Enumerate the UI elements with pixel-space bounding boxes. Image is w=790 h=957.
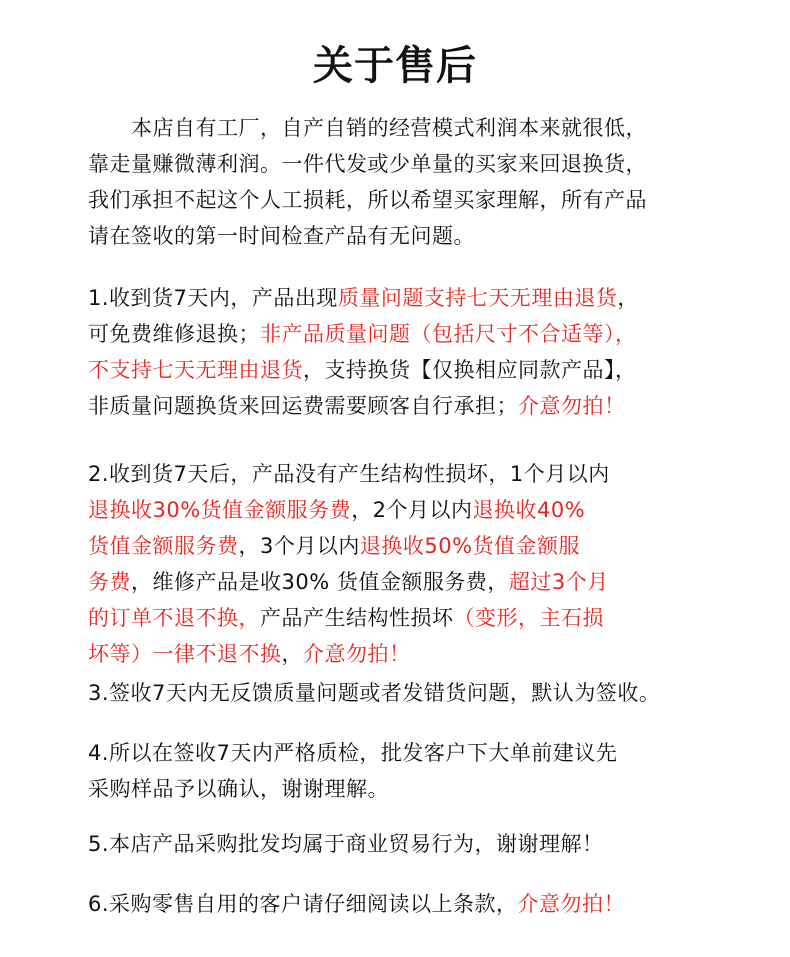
page-title: 关于售后 <box>313 43 477 89</box>
item2-text: ， <box>281 642 303 666</box>
item2-highlight: 的订单不退不换， <box>88 606 260 630</box>
policy-item-1 <box>88 280 728 424</box>
item2-highlight: 退换收40% <box>472 498 586 522</box>
intro-line-3: 我们承担不起这个人工损耗，所以希望买家理解，所有产品 <box>88 188 647 212</box>
item2-text: 产品产生结构性损坏 <box>260 606 454 630</box>
item2-line-6 <box>88 636 728 672</box>
policy-item-4 <box>88 735 728 807</box>
item2-highlight: 退换收30%货值金额服务费 <box>88 498 352 522</box>
item1-line-1 <box>88 280 728 316</box>
intro-line-4: 请在签收的第一时间检查产品有无问题。 <box>88 224 475 248</box>
item1-highlight: 质量问题支持七天无理由退货 <box>337 286 618 310</box>
item2-highlight: 务费 <box>88 570 131 594</box>
item1-line-2 <box>88 316 728 352</box>
item1-highlight: 介意勿拍！ <box>518 394 626 418</box>
item2-text: ，维修产品是收30% 货值金额服务费， <box>131 570 509 594</box>
item3-line-1: 3.签收7天内无反馈质量问题或者发错货问题，默认为签收。 <box>88 681 661 705</box>
item1-punct: ， <box>617 286 639 310</box>
item2-line-3 <box>88 528 728 564</box>
item6-line-1 <box>88 886 728 922</box>
item2-line-5 <box>88 600 728 636</box>
item5-line-1: 5.本店产品采购批发均属于商业贸易行为，谢谢理解！ <box>88 832 604 856</box>
item2-text: ，3个月以内 <box>238 534 360 558</box>
item2-text: ，2个月以内 <box>351 498 473 522</box>
item2-highlight: 退换收50%货值金额服 <box>359 534 581 558</box>
item6-highlight: 介意勿拍！ <box>517 892 626 916</box>
item4-line-1: 4.所以在签收7天内严格质检，批发客户下大单前建议先 <box>88 741 618 765</box>
item6-text: 6.采购零售自用的客户请仔细阅读以上条款， <box>88 892 518 916</box>
item1-line-4 <box>88 388 728 424</box>
item2-highlight: （变形，主石损 <box>453 606 604 630</box>
item2-line-4 <box>88 564 728 600</box>
intro-line-1: 本店自有工厂，自产自销的经营模式利润本来就很低， <box>131 116 647 140</box>
item2-highlight: 货值金额服务费 <box>88 534 239 558</box>
intro-paragraph <box>88 110 728 254</box>
item2-highlight: 超过3个月 <box>508 570 609 594</box>
item1-highlight: 不支持七天无理由退货 <box>88 358 303 382</box>
item2-line-2 <box>88 492 728 528</box>
item4-line-2: 采购样品予以确认，谢谢理解。 <box>88 777 389 801</box>
policy-item-3 <box>88 675 728 711</box>
item1-line-3 <box>88 352 728 388</box>
item2-highlight: 介意勿拍！ <box>303 642 411 666</box>
policy-item-5 <box>88 826 728 862</box>
intro-line-2: 靠走量赚微薄利润。一件代发或少单量的买家来回退换货， <box>88 152 647 176</box>
item2-highlight: 坏等）一律不退不换 <box>88 642 282 666</box>
item1-text: ，支持换货【仅换相应同款产品】， <box>303 358 637 382</box>
item1-highlight: 非产品质量问题（包括尺寸不合适等）， <box>260 322 637 346</box>
item1-text: 非质量问题换货来回运费需要顾客自行承担； <box>88 394 518 418</box>
item1-text: 可免费维修退换； <box>88 322 260 346</box>
policy-item-6 <box>88 886 728 922</box>
item1-text: 1.收到货7天内，产品出现 <box>88 286 338 310</box>
item2-line-1: 2.收到货7天后，产品没有产生结构性损坏，1个月以内 <box>88 462 610 486</box>
policy-item-2 <box>88 456 728 672</box>
